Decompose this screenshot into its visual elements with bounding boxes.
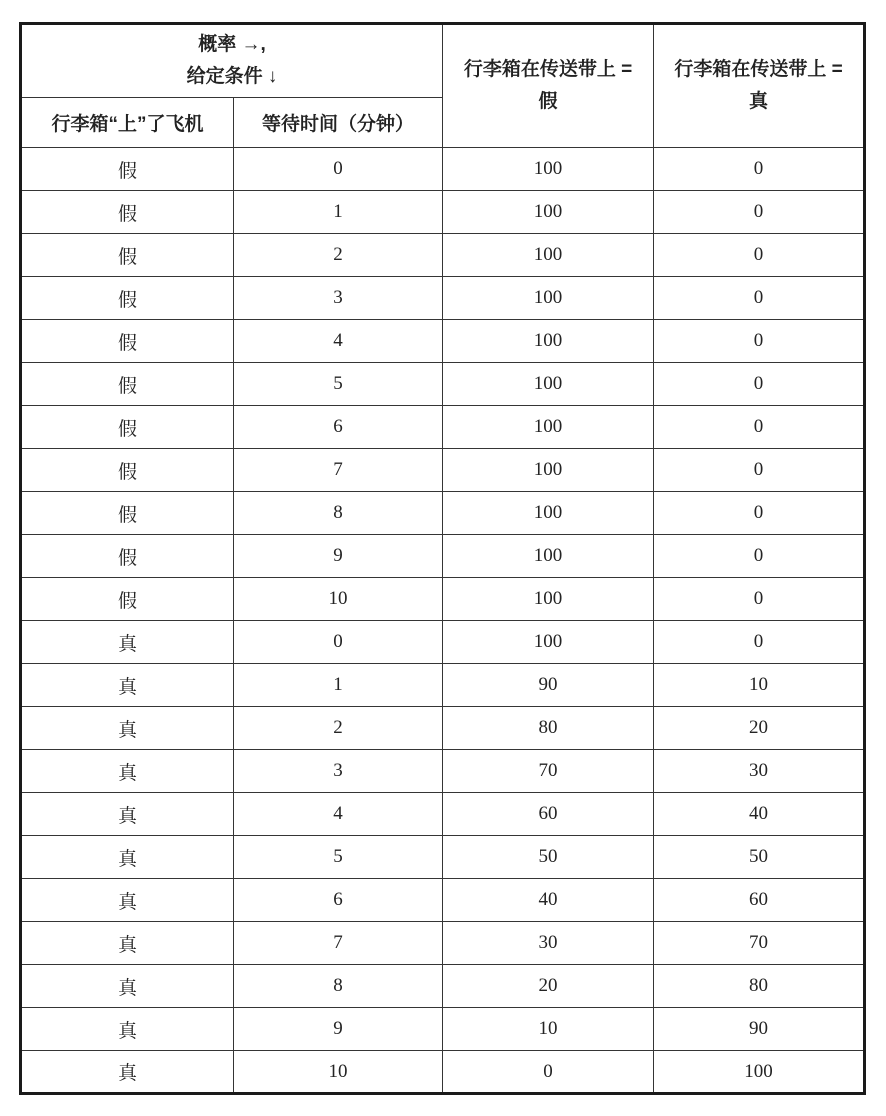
cell-on-plane: 假 xyxy=(21,449,234,492)
cell-on-plane: 假 xyxy=(21,363,234,406)
cell-wait-minutes: 5 xyxy=(234,836,443,879)
table-row xyxy=(21,277,865,320)
cell-on-plane: 假 xyxy=(21,578,234,621)
table-row xyxy=(21,707,865,750)
cell-belt-false: 100 xyxy=(443,148,654,191)
cell-wait-minutes: 6 xyxy=(234,406,443,449)
cell-wait-minutes: 10 xyxy=(234,1051,443,1094)
header-belt-true xyxy=(654,24,865,148)
cell-belt-false: 100 xyxy=(443,363,654,406)
cell-wait-minutes: 2 xyxy=(234,707,443,750)
cell-belt-true: 80 xyxy=(654,965,865,1008)
cell-wait-minutes: 8 xyxy=(234,492,443,535)
table-row xyxy=(21,578,865,621)
cell-belt-true: 0 xyxy=(654,148,865,191)
cell-belt-false: 100 xyxy=(443,449,654,492)
cell-wait-minutes: 1 xyxy=(234,664,443,707)
cell-belt-false: 100 xyxy=(443,406,654,449)
cell-belt-true: 0 xyxy=(654,449,865,492)
cell-belt-true: 0 xyxy=(654,191,865,234)
cell-wait-minutes: 3 xyxy=(234,750,443,793)
cell-belt-false: 100 xyxy=(443,578,654,621)
cell-on-plane: 真 xyxy=(21,664,234,707)
table-row xyxy=(21,793,865,836)
cell-belt-true: 0 xyxy=(654,320,865,363)
table-row xyxy=(21,922,865,965)
cell-belt-true: 0 xyxy=(654,406,865,449)
cell-belt-false: 30 xyxy=(443,922,654,965)
header-belt-false-line2: 假 xyxy=(538,91,558,112)
cell-belt-false: 100 xyxy=(443,621,654,664)
cell-on-plane: 假 xyxy=(21,535,234,578)
cell-on-plane: 假 xyxy=(21,148,234,191)
cell-wait-minutes: 0 xyxy=(234,621,443,664)
cell-on-plane: 假 xyxy=(21,406,234,449)
table-row xyxy=(21,621,865,664)
cell-wait-minutes: 9 xyxy=(234,535,443,578)
cell-belt-true: 0 xyxy=(654,277,865,320)
cell-belt-true: 20 xyxy=(654,707,865,750)
table-row xyxy=(21,191,865,234)
table-row xyxy=(21,1051,865,1094)
cell-on-plane: 假 xyxy=(21,191,234,234)
cell-belt-true: 0 xyxy=(654,363,865,406)
cell-wait-minutes: 0 xyxy=(234,148,443,191)
cell-on-plane: 真 xyxy=(21,793,234,836)
header-belt-true-line1: 行李箱在传送带上 = xyxy=(674,59,843,80)
cell-on-plane: 真 xyxy=(21,1051,234,1094)
header-on-plane: 行李箱“上”了飞机 xyxy=(21,98,234,148)
probability-table xyxy=(19,22,866,1095)
header-corner xyxy=(21,24,443,98)
cell-belt-true: 90 xyxy=(654,1008,865,1051)
cell-belt-true: 60 xyxy=(654,879,865,922)
cell-belt-true: 10 xyxy=(654,664,865,707)
table-row xyxy=(21,406,865,449)
table-row xyxy=(21,750,865,793)
cell-on-plane: 真 xyxy=(21,1008,234,1051)
table-row xyxy=(21,363,865,406)
table-row xyxy=(21,234,865,277)
header-corner-line2: 给定条件 ↓ xyxy=(186,66,278,87)
cell-belt-false: 60 xyxy=(443,793,654,836)
cell-belt-true: 40 xyxy=(654,793,865,836)
cell-wait-minutes: 3 xyxy=(234,277,443,320)
cell-wait-minutes: 8 xyxy=(234,965,443,1008)
header-wait-time: 等待时间（分钟） xyxy=(234,98,443,148)
cell-wait-minutes: 5 xyxy=(234,363,443,406)
cell-belt-false: 0 xyxy=(443,1051,654,1094)
table-row xyxy=(21,449,865,492)
cell-wait-minutes: 6 xyxy=(234,879,443,922)
cell-belt-true: 0 xyxy=(654,234,865,277)
cell-on-plane: 假 xyxy=(21,492,234,535)
cell-belt-true: 30 xyxy=(654,750,865,793)
header-corner-line1: 概率 →, xyxy=(198,34,266,55)
cell-wait-minutes: 10 xyxy=(234,578,443,621)
cell-wait-minutes: 7 xyxy=(234,449,443,492)
header-belt-true-line2: 真 xyxy=(748,91,768,112)
cell-on-plane: 真 xyxy=(21,922,234,965)
table-row xyxy=(21,836,865,879)
cell-belt-false: 100 xyxy=(443,234,654,277)
cell-belt-false: 100 xyxy=(443,191,654,234)
cell-belt-false: 70 xyxy=(443,750,654,793)
cell-wait-minutes: 1 xyxy=(234,191,443,234)
cell-belt-false: 100 xyxy=(443,277,654,320)
table-row xyxy=(21,535,865,578)
table-row xyxy=(21,1008,865,1051)
cell-wait-minutes: 4 xyxy=(234,320,443,363)
table-row xyxy=(21,965,865,1008)
table-row xyxy=(21,879,865,922)
cell-on-plane: 真 xyxy=(21,707,234,750)
cell-wait-minutes: 7 xyxy=(234,922,443,965)
cell-on-plane: 真 xyxy=(21,965,234,1008)
cell-belt-false: 100 xyxy=(443,320,654,363)
cell-on-plane: 真 xyxy=(21,621,234,664)
cell-on-plane: 真 xyxy=(21,879,234,922)
cell-belt-true: 0 xyxy=(654,621,865,664)
cell-belt-false: 80 xyxy=(443,707,654,750)
cell-on-plane: 假 xyxy=(21,320,234,363)
cell-belt-false: 50 xyxy=(443,836,654,879)
cell-belt-true: 50 xyxy=(654,836,865,879)
cell-wait-minutes: 2 xyxy=(234,234,443,277)
cell-belt-false: 40 xyxy=(443,879,654,922)
cell-on-plane: 真 xyxy=(21,836,234,879)
cell-on-plane: 真 xyxy=(21,750,234,793)
cell-wait-minutes: 4 xyxy=(234,793,443,836)
header-belt-false-line1: 行李箱在传送带上 = xyxy=(463,59,633,80)
cell-belt-true: 0 xyxy=(654,492,865,535)
table-row xyxy=(21,664,865,707)
cell-belt-true: 0 xyxy=(654,578,865,621)
table-row xyxy=(21,148,865,191)
cell-on-plane: 假 xyxy=(21,234,234,277)
cell-wait-minutes: 9 xyxy=(234,1008,443,1051)
table-row xyxy=(21,492,865,535)
cell-belt-false: 20 xyxy=(443,965,654,1008)
cell-belt-false: 100 xyxy=(443,492,654,535)
cell-belt-true: 0 xyxy=(654,535,865,578)
cell-belt-false: 100 xyxy=(443,535,654,578)
table-row xyxy=(21,320,865,363)
cell-belt-true: 70 xyxy=(654,922,865,965)
header-belt-false xyxy=(443,24,654,148)
cell-belt-false: 90 xyxy=(443,664,654,707)
cell-on-plane: 假 xyxy=(21,277,234,320)
table-body xyxy=(21,148,865,1094)
cell-belt-true: 100 xyxy=(654,1051,865,1094)
cell-belt-false: 10 xyxy=(443,1008,654,1051)
